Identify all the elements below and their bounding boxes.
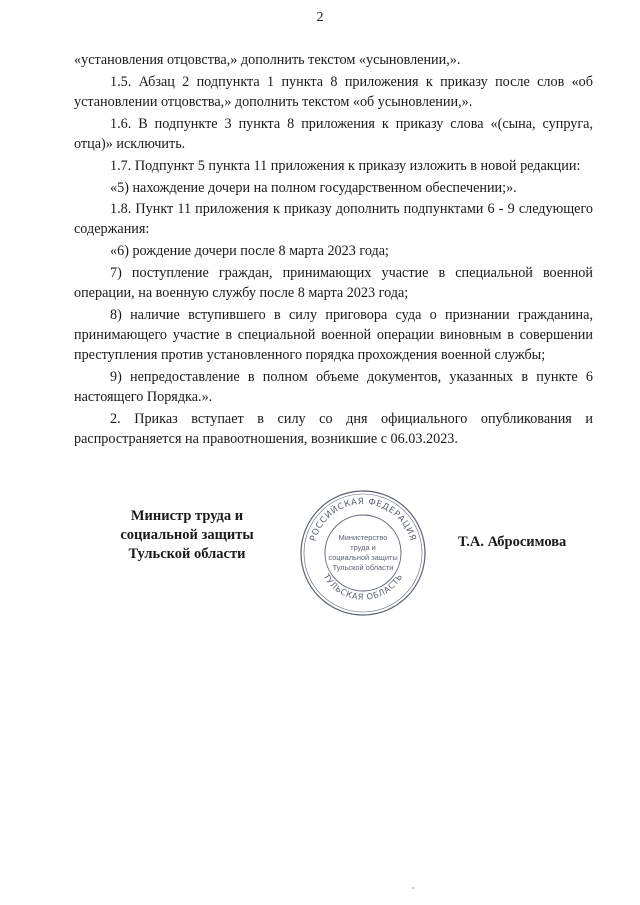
paragraph-1-5: 1.5. Абзац 2 подпункта 1 пункта 8 приложения к приказу после слов «об установлении отцовства,» дополнить текстом «об усыновлении,». <box>74 73 593 110</box>
signer-name: Т.А. Абросимова <box>458 534 567 550</box>
paragraph-subpoint-5: «5) нахождение дочери на полном государственном обеспечении;». <box>110 179 517 196</box>
page-number: 2 <box>316 10 324 25</box>
signer-title-line: социальной защиты <box>120 527 254 543</box>
paragraph-subpoint-7: 7) поступление граждан, принимающих участие в специальной военной операции, на военную службу после 8 марта 2023 года; <box>74 265 593 302</box>
paragraph-subpoint-9: 9) непредоставление в полном объеме документов, указанных в пункте 6 настоящего Порядка.». <box>74 369 593 406</box>
signer-title-line: Министр труда и <box>130 508 244 524</box>
signer-title <box>112 507 262 564</box>
svg-text:ТУЛЬСКАЯ ОБЛАСТЬ <box>321 571 405 602</box>
paragraph-subpoint-6: «6) рождение дочери после 8 марта 2023 года; <box>110 243 389 260</box>
paragraph-continuation: «установления отцовства,» дополнить текстом «усыновлении,». <box>74 52 461 68</box>
paragraph-2: 2. Приказ вступает в силу со дня официального опубликования и распространяется на правоотношения, возникшие с 06.03.2023. <box>74 410 593 447</box>
signer-title-line: Тульской области <box>128 546 246 562</box>
seal-top-arc: РОССИЙСКАЯ ФЕДЕРАЦИЯ <box>308 496 418 543</box>
signature-block <box>0 496 640 635</box>
paragraph-1-6: 1.6. В подпункте 3 пункта 8 приложения к приказу слова «(сына, супруга, отца)» исключить. <box>74 115 593 152</box>
seal-bottom-arc: ТУЛЬСКАЯ ОБЛАСТЬ <box>321 571 405 602</box>
paragraph-1-7: 1.7. Подпункт 5 пункта 11 приложения к приказу изложить в новой редакции: <box>110 157 581 174</box>
paragraph-1-8: 1.8. Пункт 11 приложения к приказу дополнить подпунктами 6 - 9 следующего содержания: <box>74 201 593 238</box>
paragraph-subpoint-8: 8) наличие вступившего в силу приговора суда о признании гражданина, принимающего участие в специальной военной операции виновным в совершении преступления против установленного порядка прохождения военной службы; <box>74 307 593 364</box>
seal-center-line: труда и <box>350 543 376 552</box>
seal-center-line: социальной защиты <box>328 553 398 562</box>
seal-center-line: Министерство <box>338 533 388 542</box>
seal-center-line: Тульской области <box>332 563 394 572</box>
official-seal <box>298 488 428 618</box>
document-body <box>74 50 593 451</box>
scan-speck <box>412 887 414 889</box>
